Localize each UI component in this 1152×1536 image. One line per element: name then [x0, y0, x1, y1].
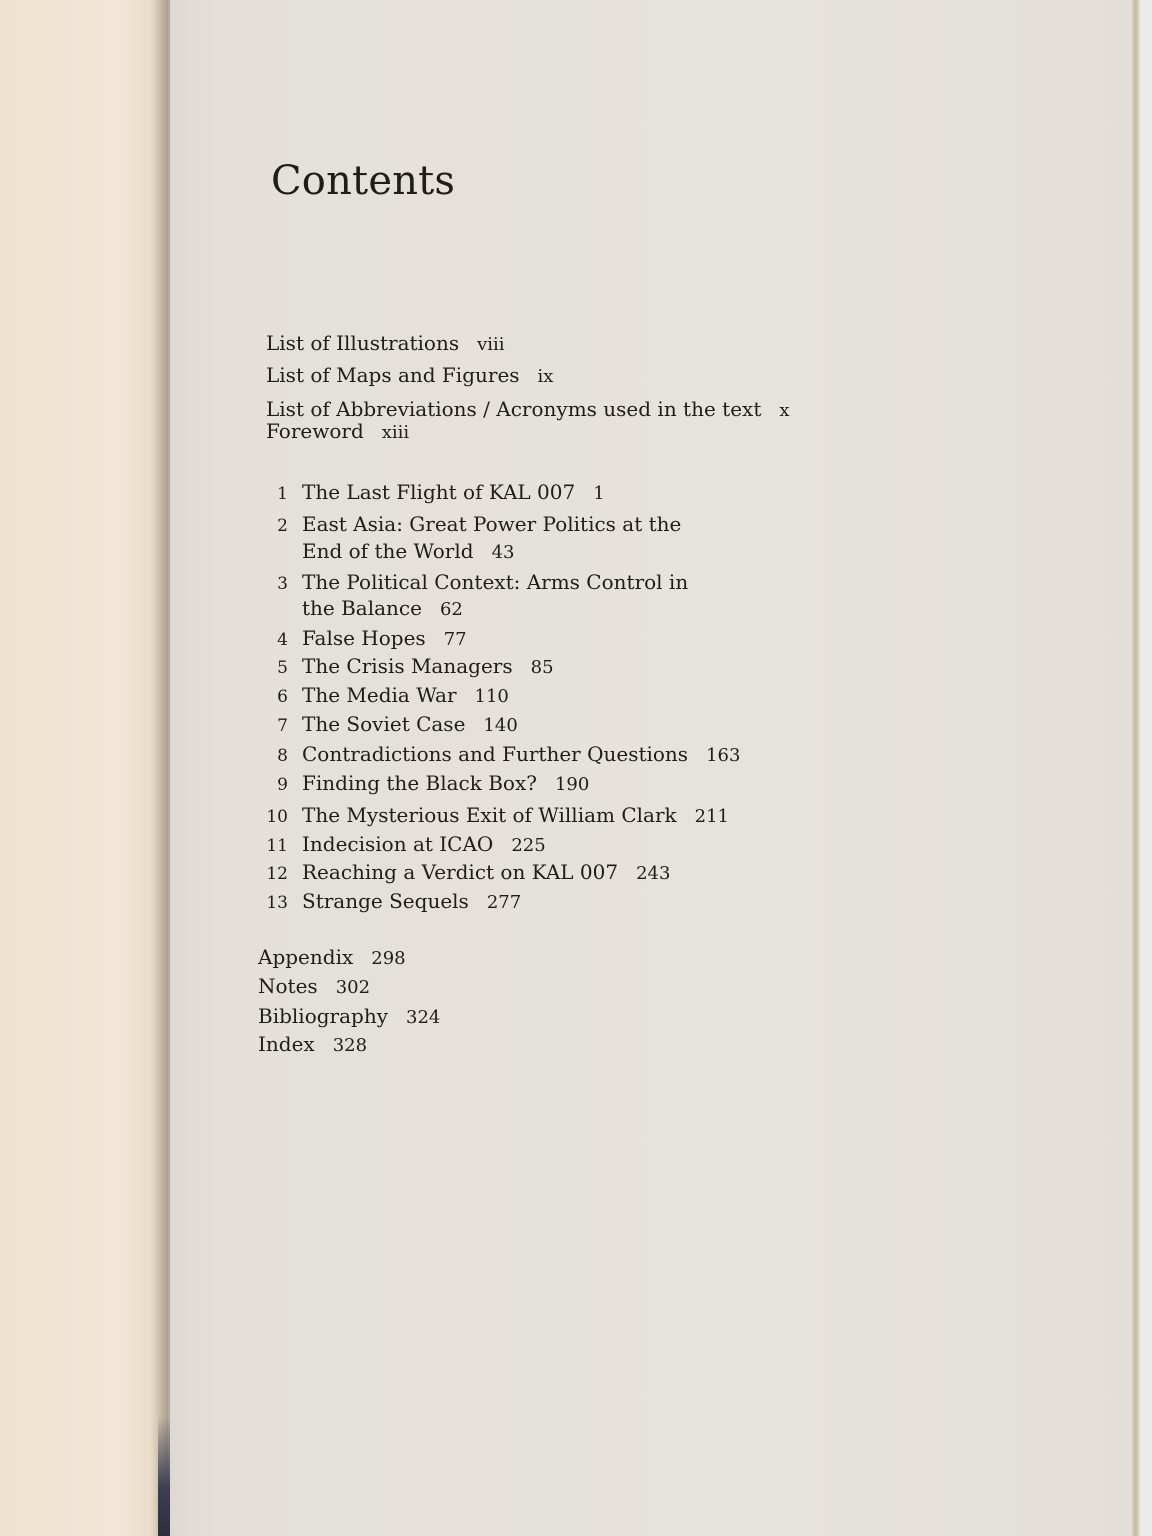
toc-page-number: 1 — [593, 483, 605, 504]
chapter-title: The Political Context: Arms Control in — [302, 570, 689, 594]
toc-chapter-item — [258, 834, 546, 855]
chapter-title: East Asia: Great Power Politics at the — [302, 512, 682, 536]
chapter-title: The Crisis Managers — [302, 654, 513, 678]
chapter-number: 12 — [266, 864, 288, 884]
chapter-title-continued: the Balance — [302, 596, 422, 620]
toc-page-number: 298 — [371, 948, 406, 969]
toc-back-item — [258, 947, 406, 968]
toc-label: Index — [258, 1032, 315, 1056]
toc-page-number: 62 — [439, 599, 463, 620]
chapter-title: Reaching a Verdict on KAL 007 — [302, 860, 619, 884]
chapter-number: 3 — [277, 574, 288, 594]
chapter-number: 9 — [277, 775, 288, 795]
toc-page-number: 225 — [511, 835, 546, 856]
toc-label: Foreword — [266, 419, 364, 443]
toc-label: Bibliography — [258, 1004, 388, 1028]
toc-page-number: 163 — [706, 745, 741, 766]
chapter-number: 11 — [266, 836, 288, 856]
chapter-title: Contradictions and Further Questions — [302, 742, 689, 766]
toc-page-number: 110 — [474, 686, 509, 707]
toc-label: List of Maps and Figures — [266, 363, 520, 387]
chapter-title-continued: End of the World — [302, 539, 474, 563]
toc-back-item — [258, 1006, 440, 1027]
toc-front-item — [266, 399, 790, 420]
toc-front-item — [266, 365, 553, 386]
toc-page-number: 190 — [554, 774, 590, 795]
chapter-title: The Media War — [302, 683, 457, 707]
chapter-title: False Hopes — [302, 626, 426, 650]
toc-page-number: 43 — [491, 542, 515, 563]
chapter-number: 2 — [277, 516, 288, 536]
toc-chapter-item — [258, 891, 521, 912]
chapter-title: The Last Flight of KAL 007 — [302, 480, 576, 504]
toc-page-number: x — [779, 400, 790, 421]
toc-page-number: ix — [537, 366, 554, 387]
chapter-number: 4 — [277, 630, 288, 650]
page-edge — [1132, 0, 1140, 1536]
toc-page-number: 211 — [694, 806, 729, 827]
toc-page-number: 302 — [335, 977, 371, 998]
toc-back-item — [258, 1034, 367, 1055]
chapter-number: 8 — [277, 746, 288, 766]
toc-chapter-item — [258, 773, 589, 794]
chapter-number: 13 — [266, 893, 288, 913]
left-page — [0, 0, 168, 1536]
toc-front-item — [266, 421, 409, 442]
toc-chapter-item — [258, 628, 467, 649]
chapter-number: 10 — [266, 807, 288, 827]
book-binding — [158, 1416, 170, 1536]
chapter-title: The Soviet Case — [302, 712, 466, 736]
toc-page-number: 140 — [483, 715, 518, 736]
chapter-number: 6 — [277, 687, 288, 707]
page-title: Contents — [271, 158, 456, 204]
toc-chapter-continuation — [258, 541, 514, 562]
toc-chapter-item — [258, 744, 740, 765]
toc-chapter-item — [258, 656, 554, 677]
toc-page-number: 85 — [530, 657, 554, 678]
chapter-number: 5 — [277, 658, 288, 678]
contents-page — [170, 0, 1152, 1536]
toc-chapter-item — [258, 514, 681, 535]
toc-chapter-item — [258, 805, 729, 826]
toc-page-number: 328 — [332, 1035, 368, 1056]
toc-label: List of Illustrations — [266, 331, 460, 355]
toc-page-number: xiii — [381, 422, 410, 443]
chapter-number: 7 — [277, 716, 288, 736]
toc-page-number: 243 — [636, 863, 671, 884]
toc-page-number: 324 — [406, 1007, 441, 1028]
toc-chapter-item — [258, 482, 605, 503]
chapter-title: The Mysterious Exit of William Clark — [302, 803, 677, 827]
chapter-number: 1 — [277, 484, 288, 504]
toc-back-item — [258, 976, 370, 997]
toc-page-number: viii — [477, 334, 505, 355]
toc-page-number: 77 — [443, 629, 467, 650]
toc-front-item — [266, 333, 505, 354]
toc-chapter-item — [258, 714, 518, 735]
background-edge — [1140, 0, 1152, 1536]
toc-chapter-item — [258, 572, 688, 593]
toc-label: Appendix — [258, 945, 354, 969]
toc-label: List of Abbreviations / Acronyms used in the text — [266, 397, 762, 421]
chapter-title: Strange Sequels — [302, 889, 469, 913]
toc-chapter-item — [258, 862, 670, 883]
chapter-title: Indecision at ICAO — [302, 832, 494, 856]
toc-chapter-continuation — [258, 598, 463, 619]
toc-chapter-item — [258, 685, 509, 706]
chapter-title: Finding the Black Box? — [302, 771, 537, 795]
toc-page-number: 277 — [486, 892, 522, 913]
toc-label: Notes — [258, 974, 318, 998]
